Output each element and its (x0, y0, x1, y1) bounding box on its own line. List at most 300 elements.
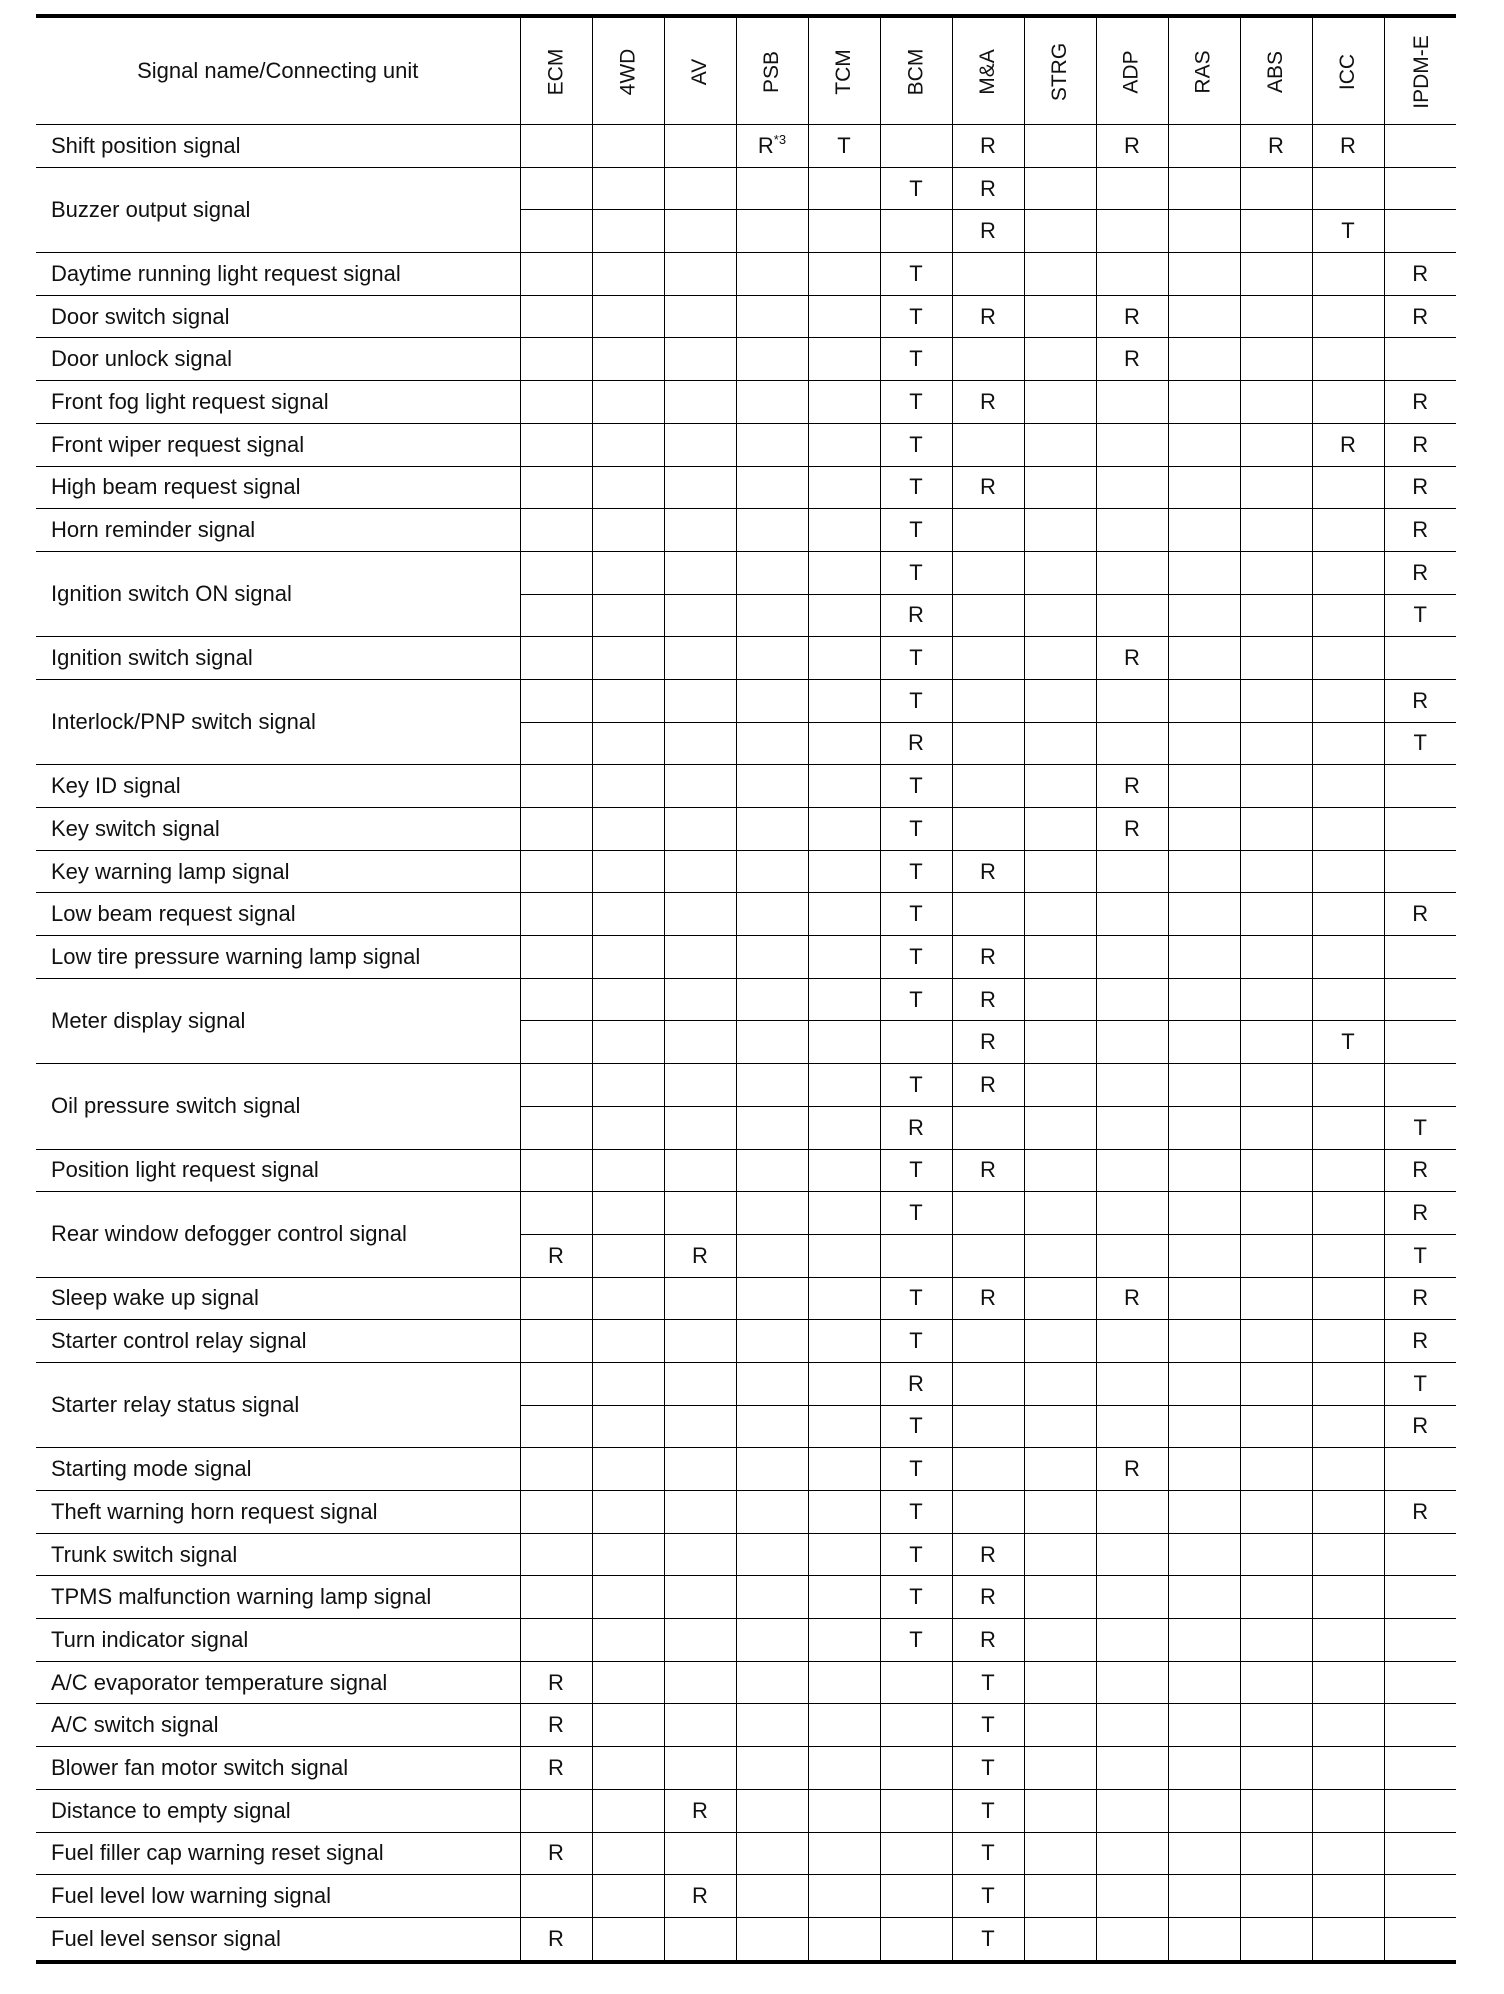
unit-cell: R (1096, 295, 1168, 338)
unit-cell (1096, 722, 1168, 765)
unit-cell (1024, 936, 1096, 979)
unit-cell (808, 1405, 880, 1448)
table-row (36, 125, 1456, 168)
unit-cell (808, 1320, 880, 1363)
unit-cell (1240, 1448, 1312, 1491)
unit-cell: T (880, 295, 952, 338)
signal-name: Fuel level sensor signal (36, 1917, 520, 1961)
unit-cell (520, 893, 592, 936)
table-row (36, 978, 1456, 1021)
unit-cell: T (880, 637, 952, 680)
unit-cell (520, 637, 592, 680)
signal-name: Shift position signal (36, 125, 520, 168)
unit-cell (664, 125, 736, 168)
signal-name: Ignition switch signal (36, 637, 520, 680)
unit-cell: R (952, 1576, 1024, 1619)
unit-cell (808, 1192, 880, 1235)
unit-cell (808, 936, 880, 979)
unit-cell (1240, 210, 1312, 253)
unit-cell (520, 594, 592, 637)
unit-cell: T (880, 381, 952, 424)
unit-label: BCM (903, 48, 927, 96)
unit-cell: R (1384, 466, 1456, 509)
unit-cell: R (1384, 1192, 1456, 1235)
unit-cell: R (880, 722, 952, 765)
unit-cell (1096, 381, 1168, 424)
unit-cell: R (952, 381, 1024, 424)
unit-cell (520, 1491, 592, 1534)
unit-cell (1168, 893, 1240, 936)
unit-cell (1240, 295, 1312, 338)
unit-cell (1096, 551, 1168, 594)
unit-cell (1240, 466, 1312, 509)
signal-name: Blower fan motor switch signal (36, 1747, 520, 1790)
unit-cell (592, 1064, 664, 1107)
unit-cell (1096, 1789, 1168, 1832)
unit-cell (1168, 295, 1240, 338)
unit-cell (1384, 338, 1456, 381)
table-row (36, 1192, 1456, 1235)
unit-cell (520, 381, 592, 424)
unit-cell (592, 1747, 664, 1790)
signal-name: TPMS malfunction warning lamp signal (36, 1576, 520, 1619)
unit-cell (808, 1491, 880, 1534)
unit-cell (1240, 551, 1312, 594)
unit-cell (664, 1917, 736, 1961)
unit-cell (808, 808, 880, 851)
unit-cell (1312, 1875, 1384, 1918)
unit-cell (808, 1661, 880, 1704)
unit-cell: T (880, 1576, 952, 1619)
unit-cell (736, 722, 808, 765)
unit-cell (520, 253, 592, 296)
unit-cell (1168, 1832, 1240, 1875)
signal-name: Fuel filler cap warning reset signal (36, 1832, 520, 1875)
table-row (36, 1533, 1456, 1576)
unit-cell (1384, 125, 1456, 168)
unit-cell (1240, 1192, 1312, 1235)
unit-cell: R (952, 466, 1024, 509)
unit-cell (1312, 1362, 1384, 1405)
unit-cell (736, 253, 808, 296)
unit-cell (592, 1917, 664, 1961)
unit-cell: T (1312, 210, 1384, 253)
unit-cell (736, 1533, 808, 1576)
unit-cell (1096, 1362, 1168, 1405)
unit-cell (736, 1192, 808, 1235)
unit-cell: T (880, 765, 952, 808)
unit-cell (520, 1149, 592, 1192)
signal-name: Trunk switch signal (36, 1533, 520, 1576)
unit-cell: T (1384, 1234, 1456, 1277)
unit-cell: T (880, 978, 952, 1021)
unit-cell (1240, 1362, 1312, 1405)
unit-cell (1384, 1747, 1456, 1790)
table-row (36, 1704, 1456, 1747)
table-row (36, 1448, 1456, 1491)
unit-cell (1096, 423, 1168, 466)
unit-cell (736, 1234, 808, 1277)
unit-cell (1312, 978, 1384, 1021)
unit-cell: T (952, 1747, 1024, 1790)
unit-cell (952, 1405, 1024, 1448)
unit-cell (664, 808, 736, 851)
unit-cell (808, 1533, 880, 1576)
unit-cell (736, 637, 808, 680)
unit-cell (1312, 1448, 1384, 1491)
unit-cell (1168, 1747, 1240, 1790)
unit-cell (520, 1021, 592, 1064)
unit-cell: T (880, 1448, 952, 1491)
unit-cell (736, 466, 808, 509)
unit-cell: R (952, 210, 1024, 253)
signal-name: Starter control relay signal (36, 1320, 520, 1363)
unit-cell (808, 381, 880, 424)
unit-cell: R (952, 1619, 1024, 1662)
signal-name: High beam request signal (36, 466, 520, 509)
unit-cell (880, 1789, 952, 1832)
unit-cell (664, 295, 736, 338)
unit-cell (736, 1064, 808, 1107)
table-row (36, 1832, 1456, 1875)
unit-cell (592, 1405, 664, 1448)
unit-cell (520, 722, 592, 765)
unit-cell (1168, 679, 1240, 722)
unit-cell (520, 551, 592, 594)
unit-cell (1024, 1192, 1096, 1235)
unit-column-header (880, 16, 952, 125)
unit-cell (1024, 1064, 1096, 1107)
unit-cell (664, 1064, 736, 1107)
unit-cell (1024, 1405, 1096, 1448)
unit-cell: R (1384, 679, 1456, 722)
unit-cell (1312, 551, 1384, 594)
unit-cell: R (952, 850, 1024, 893)
unit-cell: T (952, 1832, 1024, 1875)
table-row (36, 765, 1456, 808)
table-row (36, 1277, 1456, 1320)
unit-cell (520, 1533, 592, 1576)
unit-cell: T (1384, 594, 1456, 637)
unit-cell: T (880, 423, 952, 466)
unit-cell (1312, 893, 1384, 936)
unit-cell: T (880, 1619, 952, 1662)
unit-cell (520, 1405, 592, 1448)
unit-cell: R (952, 125, 1024, 168)
unit-cell (1240, 509, 1312, 552)
unit-cell (1024, 1619, 1096, 1662)
unit-cell (1168, 338, 1240, 381)
unit-cell (664, 1277, 736, 1320)
unit-cell (1168, 1234, 1240, 1277)
unit-cell (664, 167, 736, 210)
signal-name: Rear window defogger control signal (36, 1192, 520, 1277)
unit-cell (736, 765, 808, 808)
unit-cell (736, 1704, 808, 1747)
unit-cell (1384, 1064, 1456, 1107)
unit-cell (664, 1661, 736, 1704)
unit-cell (736, 167, 808, 210)
signal-name: Horn reminder signal (36, 509, 520, 552)
unit-cell (1168, 808, 1240, 851)
unit-cell (736, 1362, 808, 1405)
unit-cell (1024, 765, 1096, 808)
unit-cell (1168, 936, 1240, 979)
unit-cell (592, 1362, 664, 1405)
unit-cell (1024, 1832, 1096, 1875)
unit-cell (1240, 381, 1312, 424)
unit-cell (1168, 765, 1240, 808)
table-row (36, 1149, 1456, 1192)
unit-cell (736, 1106, 808, 1149)
table-row (36, 551, 1456, 594)
signal-name: Sleep wake up signal (36, 1277, 520, 1320)
unit-cell (1024, 1533, 1096, 1576)
unit-cell (1240, 1619, 1312, 1662)
signal-name: Door switch signal (36, 295, 520, 338)
unit-cell (1384, 1619, 1456, 1662)
unit-column-header (1096, 16, 1168, 125)
unit-cell (1240, 850, 1312, 893)
unit-cell: T (880, 679, 952, 722)
unit-cell (1384, 1021, 1456, 1064)
unit-cell (592, 338, 664, 381)
unit-cell: T (880, 338, 952, 381)
unit-cell (1024, 1917, 1096, 1961)
unit-cell (1240, 167, 1312, 210)
unit-cell: T (880, 893, 952, 936)
unit-cell (808, 1448, 880, 1491)
unit-cell (664, 679, 736, 722)
unit-cell (1168, 1362, 1240, 1405)
unit-cell (520, 125, 592, 168)
table-row (36, 1789, 1456, 1832)
unit-cell (1024, 1277, 1096, 1320)
unit-cell (1168, 167, 1240, 210)
unit-cell (664, 338, 736, 381)
unit-cell (592, 551, 664, 594)
unit-cell (1312, 1405, 1384, 1448)
unit-cell (1024, 509, 1096, 552)
unit-cell (1024, 679, 1096, 722)
table-row (36, 1661, 1456, 1704)
unit-cell: T (880, 253, 952, 296)
unit-cell (1312, 808, 1384, 851)
unit-cell (1096, 167, 1168, 210)
unit-cell (1168, 1917, 1240, 1961)
unit-cell: T (880, 1533, 952, 1576)
unit-cell: R (880, 1362, 952, 1405)
unit-cell (808, 893, 880, 936)
unit-cell: R (1096, 1448, 1168, 1491)
unit-cell: R (1096, 1277, 1168, 1320)
unit-column-header (736, 16, 808, 125)
unit-cell: T (880, 1405, 952, 1448)
unit-cell (1240, 1021, 1312, 1064)
unit-cell (1240, 1789, 1312, 1832)
unit-cell (808, 295, 880, 338)
unit-label: TCM (832, 49, 855, 95)
unit-cell: R (664, 1875, 736, 1918)
unit-cell (952, 765, 1024, 808)
unit-cell (1312, 1704, 1384, 1747)
unit-cell (1096, 1917, 1168, 1961)
unit-cell (736, 1875, 808, 1918)
signal-name: Fuel level low warning signal (36, 1875, 520, 1918)
unit-cell (1384, 936, 1456, 979)
signal-name: Meter display signal (36, 978, 520, 1063)
unit-cell (1312, 594, 1384, 637)
unit-cell (1024, 850, 1096, 893)
unit-cell (1312, 1320, 1384, 1363)
unit-label: IPDM-E (1409, 35, 1433, 109)
unit-cell (520, 295, 592, 338)
unit-cell (520, 936, 592, 979)
unit-cell: T (952, 1875, 1024, 1918)
unit-cell (1024, 1789, 1096, 1832)
unit-cell: R (664, 1789, 736, 1832)
unit-cell: R (1096, 765, 1168, 808)
unit-cell (520, 167, 592, 210)
unit-cell (1096, 1832, 1168, 1875)
unit-cell: R (952, 1533, 1024, 1576)
unit-column-header (1312, 16, 1384, 125)
unit-cell (808, 551, 880, 594)
unit-cell (1096, 1064, 1168, 1107)
unit-cell (592, 679, 664, 722)
unit-cell (1312, 722, 1384, 765)
unit-cell (1240, 1149, 1312, 1192)
unit-cell (1240, 1106, 1312, 1149)
unit-cell (1096, 1234, 1168, 1277)
unit-cell: R (1384, 253, 1456, 296)
unit-cell (520, 210, 592, 253)
unit-cell (520, 808, 592, 851)
unit-cell (592, 850, 664, 893)
unit-cell: R (1384, 1149, 1456, 1192)
unit-cell (1312, 253, 1384, 296)
unit-cell: T (880, 1320, 952, 1363)
table-row (36, 1064, 1456, 1107)
unit-cell (592, 722, 664, 765)
unit-cell (664, 1747, 736, 1790)
unit-cell (592, 1619, 664, 1662)
table-row (36, 637, 1456, 680)
unit-cell (1024, 594, 1096, 637)
unit-cell (520, 1320, 592, 1363)
signal-name: Key switch signal (36, 808, 520, 851)
unit-cell (1240, 679, 1312, 722)
unit-cell (592, 381, 664, 424)
unit-cell (1240, 1917, 1312, 1961)
unit-cell (1168, 1149, 1240, 1192)
unit-cell (592, 210, 664, 253)
unit-cell (880, 1917, 952, 1961)
signal-name: Distance to empty signal (36, 1789, 520, 1832)
unit-column-header (592, 16, 664, 125)
unit-cell (1096, 1704, 1168, 1747)
unit-cell (736, 1832, 808, 1875)
unit-cell (808, 1021, 880, 1064)
table-row (36, 850, 1456, 893)
unit-cell (1240, 722, 1312, 765)
unit-cell (520, 1875, 592, 1918)
unit-cell (520, 1619, 592, 1662)
unit-cell (520, 1064, 592, 1107)
unit-cell (1096, 1491, 1168, 1534)
unit-cell (808, 167, 880, 210)
unit-cell: R (1240, 125, 1312, 168)
unit-cell: R (1384, 1405, 1456, 1448)
unit-cell (1024, 1234, 1096, 1277)
unit-cell (1312, 1619, 1384, 1662)
unit-cell (1384, 1661, 1456, 1704)
table-body (36, 125, 1456, 1962)
unit-cell (592, 1704, 664, 1747)
unit-cell (808, 1362, 880, 1405)
unit-cell (664, 722, 736, 765)
unit-cell: T (1384, 1106, 1456, 1149)
unit-cell (1096, 1576, 1168, 1619)
unit-cell (1168, 1320, 1240, 1363)
unit-cell (1240, 1747, 1312, 1790)
unit-cell: R (1384, 381, 1456, 424)
unit-cell (1096, 1021, 1168, 1064)
unit-cell (1168, 253, 1240, 296)
unit-cell (664, 466, 736, 509)
unit-cell (1240, 893, 1312, 936)
unit-cell (1168, 1704, 1240, 1747)
unit-cell (952, 594, 1024, 637)
unit-cell (1096, 1106, 1168, 1149)
unit-cell (1096, 1533, 1168, 1576)
unit-cell: T (880, 1064, 952, 1107)
unit-cell (520, 1277, 592, 1320)
table-row (36, 808, 1456, 851)
unit-column-header (664, 16, 736, 125)
unit-cell: R (952, 1021, 1024, 1064)
unit-cell (1168, 1533, 1240, 1576)
unit-cell (1312, 1149, 1384, 1192)
unit-cell (736, 381, 808, 424)
unit-cell: R (952, 1064, 1024, 1107)
unit-cell (1384, 1448, 1456, 1491)
unit-cell: R (520, 1832, 592, 1875)
signal-name: Starting mode signal (36, 1448, 520, 1491)
unit-cell (1384, 167, 1456, 210)
unit-cell (1168, 1619, 1240, 1662)
unit-cell (736, 338, 808, 381)
unit-cell (1168, 1277, 1240, 1320)
table-row (36, 679, 1456, 722)
unit-cell (1096, 253, 1168, 296)
unit-cell (664, 210, 736, 253)
unit-cell: T (880, 850, 952, 893)
signal-name: A/C switch signal (36, 1704, 520, 1747)
table-row (36, 381, 1456, 424)
unit-cell (1024, 637, 1096, 680)
unit-cell (1312, 1491, 1384, 1534)
unit-cell (736, 551, 808, 594)
unit-cell (1168, 1576, 1240, 1619)
table-row (36, 295, 1456, 338)
unit-cell: R (952, 978, 1024, 1021)
unit-cell (952, 679, 1024, 722)
unit-column-header (808, 16, 880, 125)
unit-cell (1024, 1106, 1096, 1149)
unit-cell (1168, 637, 1240, 680)
unit-cell: R (1384, 893, 1456, 936)
